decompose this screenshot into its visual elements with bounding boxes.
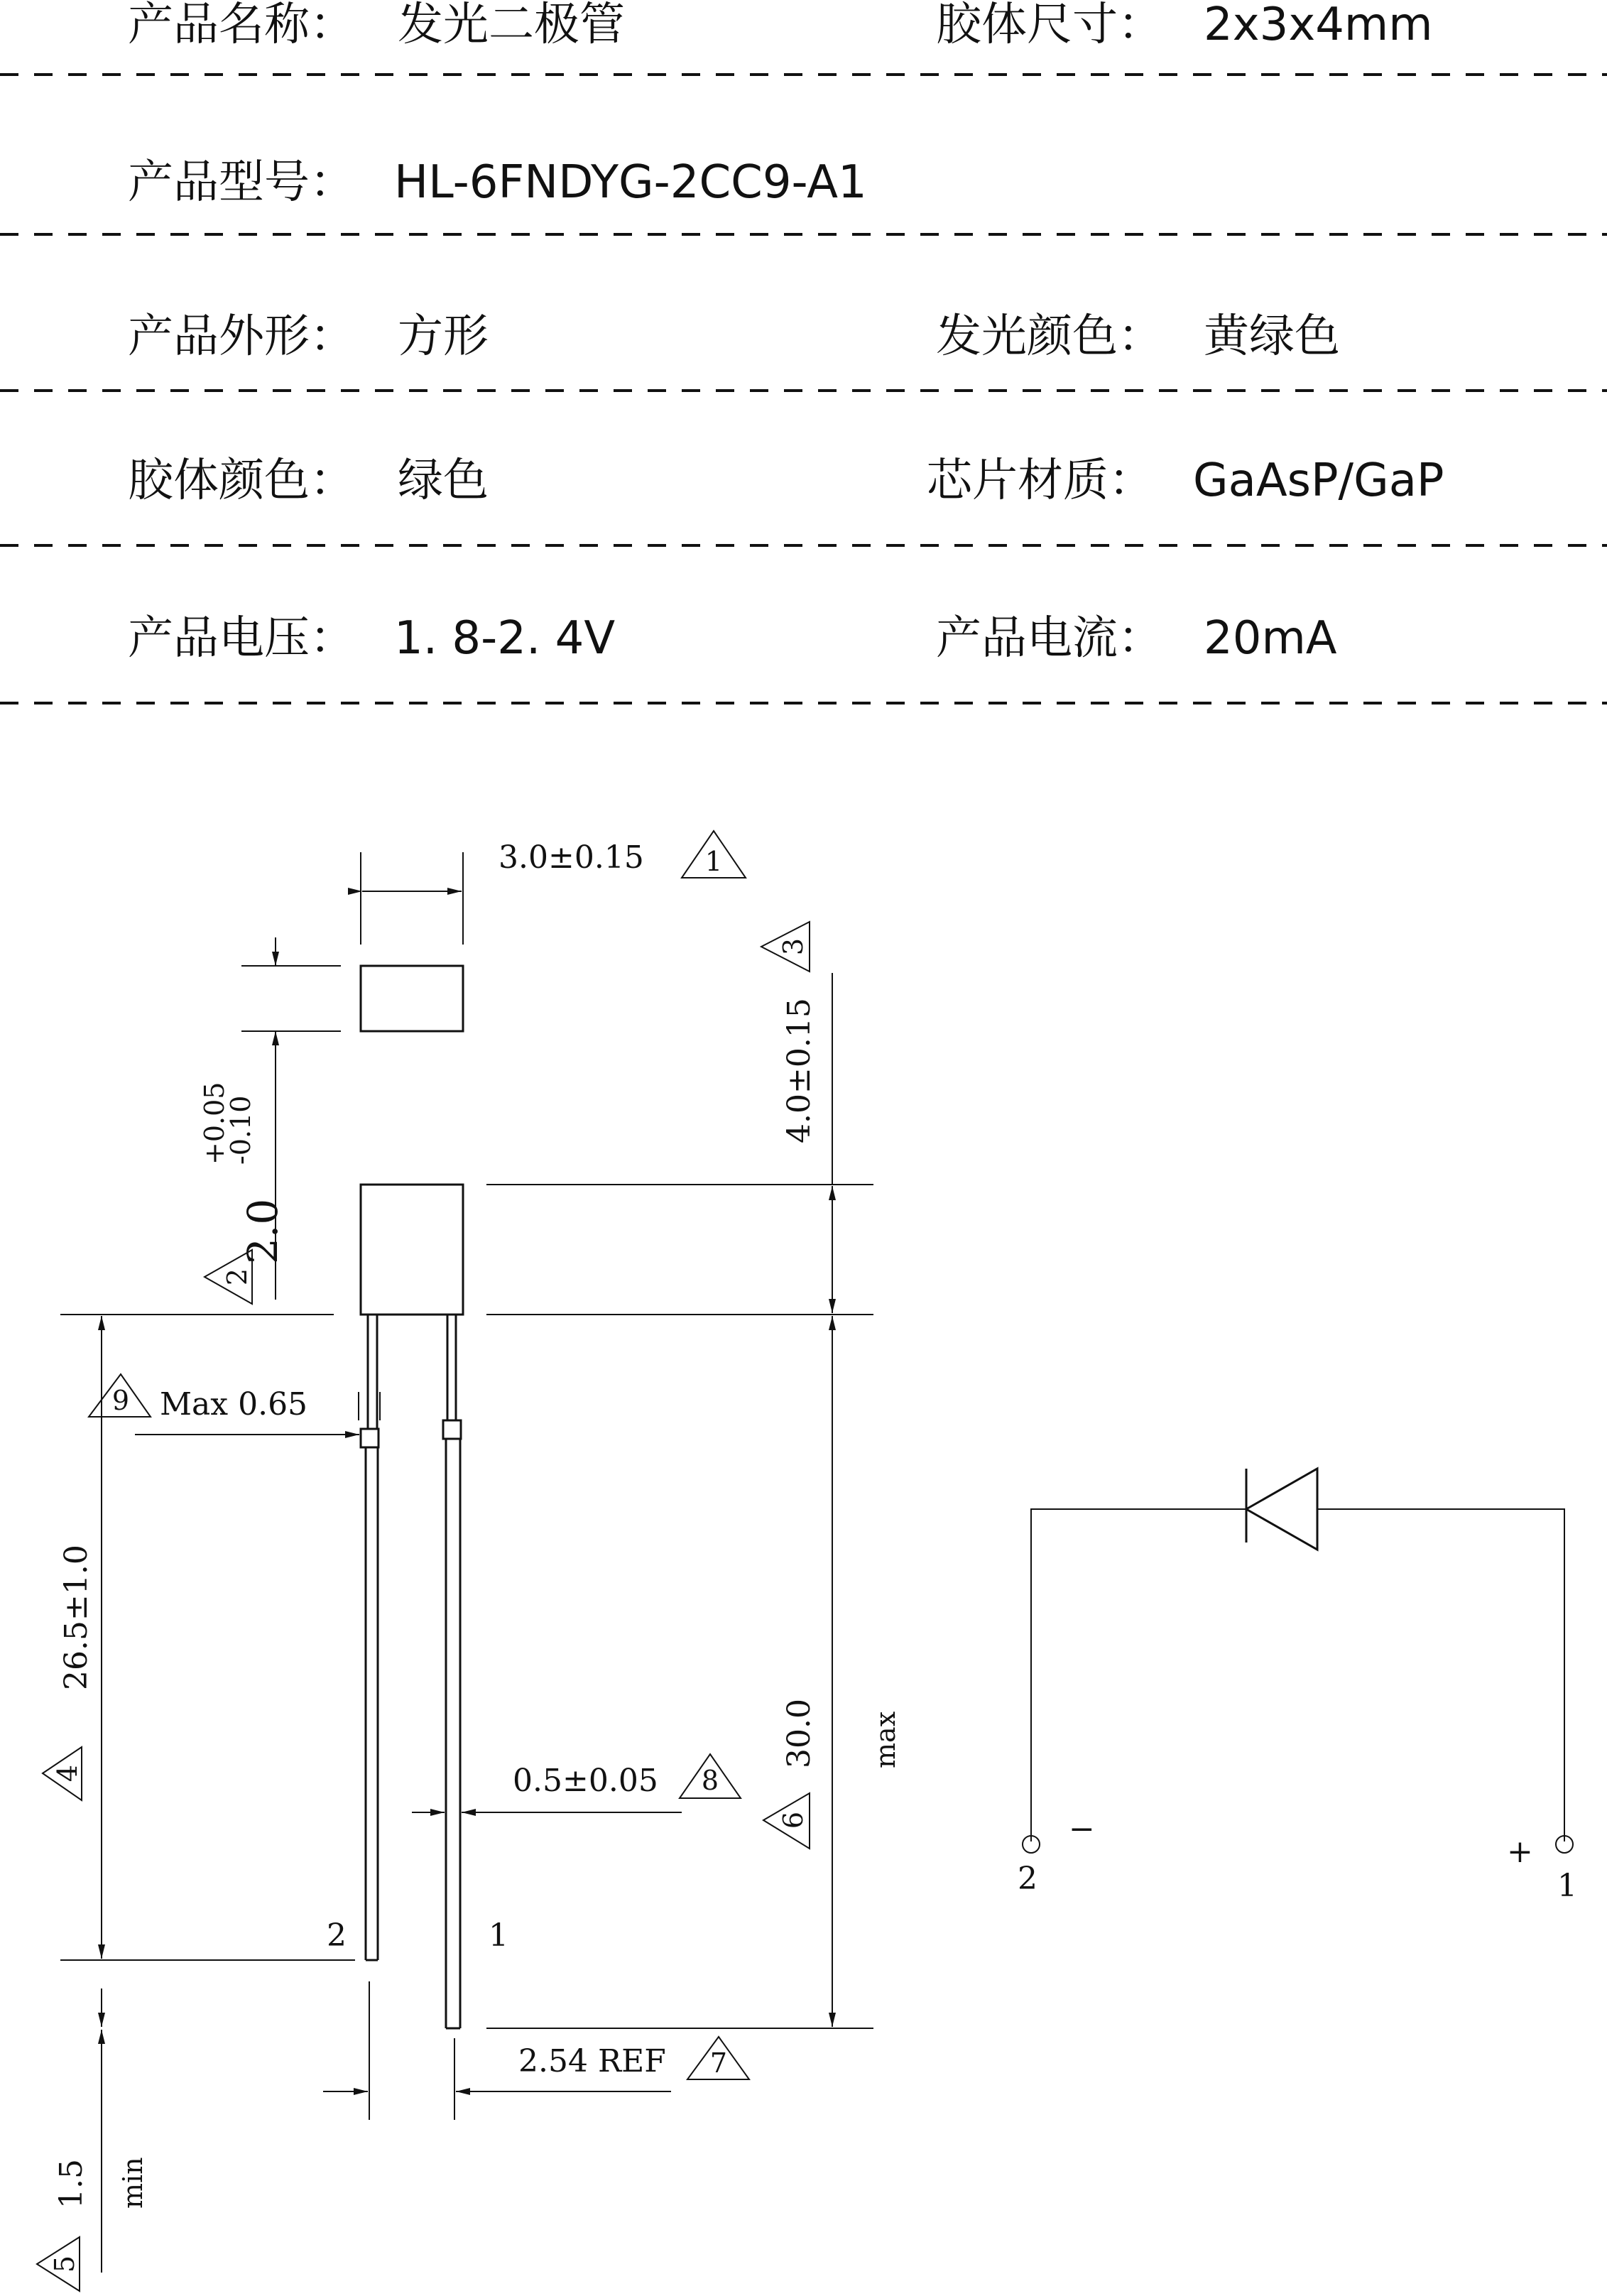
depth-dim-main: 2.0	[239, 1198, 287, 1264]
lead-pin-1	[443, 1315, 461, 2028]
svg-text:7: 7	[709, 2047, 728, 2079]
name-label: 产品名称：	[128, 0, 355, 51]
chip-value: GaAsP/GaP	[1193, 455, 1444, 507]
model-label: 产品型号：	[128, 156, 355, 209]
callout-3	[761, 922, 810, 972]
current-value: 20mA	[1204, 612, 1337, 665]
svg-text:2: 2	[222, 1268, 253, 1286]
plus-sign: +	[1507, 1834, 1533, 1870]
pin-label-right: 1	[489, 1917, 508, 1954]
callout-6	[763, 1793, 810, 1849]
size-label: 胶体尺寸：	[936, 0, 1163, 51]
lead-total-dim-text: 30.0	[781, 1699, 817, 1768]
lead-pin-2	[361, 1315, 378, 1960]
svg-text:9: 9	[111, 1385, 130, 1416]
callout-9	[89, 1374, 151, 1417]
diode-icon	[1246, 1469, 1317, 1550]
mechanical-drawing	[37, 831, 901, 2291]
emit-color-value: 黄绿色	[1204, 310, 1340, 363]
depth-tol-minus: -0.10	[225, 1095, 256, 1165]
shape-value: 方形	[398, 310, 489, 363]
standoff-dim-text: Max 0.65	[160, 1386, 308, 1422]
size-value: 2x3x4mm	[1204, 0, 1433, 51]
depth-tol-plus: +0.05	[199, 1082, 230, 1165]
svg-text:5: 5	[49, 2255, 80, 2273]
emit-color-label: 发光颜色：	[936, 310, 1163, 363]
minus-sign: −	[1069, 1811, 1095, 1847]
svg-text:1: 1	[704, 846, 723, 877]
lead-total-suffix: max	[870, 1711, 901, 1768]
pin-label-left: 2	[327, 1917, 347, 1954]
height-dim-text: 4.0±0.15	[781, 998, 817, 1143]
spec-table	[0, 0, 1607, 703]
shape-label: 产品外形：	[128, 310, 355, 363]
schematic-wire-left	[1031, 1509, 1246, 1841]
callout-1	[682, 831, 746, 878]
svg-text:3: 3	[778, 937, 809, 956]
svg-text:6: 6	[778, 1811, 809, 1829]
svg-text:4: 4	[52, 1764, 83, 1783]
body-color-value: 绿色	[398, 455, 489, 507]
min-suffix: min	[117, 2157, 148, 2209]
diode-schematic	[1018, 1469, 1577, 1904]
callout-7	[687, 2037, 749, 2079]
chip-label: 芯片材质：	[927, 455, 1154, 507]
anode-pin-label: 1	[1557, 1868, 1577, 1904]
svg-text:8: 8	[701, 1765, 719, 1796]
callout-8	[680, 1754, 741, 1798]
body-color-label: 胶体颜色：	[128, 455, 355, 507]
name-value: 发光二极管	[398, 0, 625, 51]
top-view-body	[361, 966, 463, 1031]
min-dim-text: 1.5	[53, 2159, 89, 2209]
pitch-dim-text: 2.54 REF	[518, 2043, 666, 2079]
callout-5	[37, 2237, 80, 2291]
model-value: HL-6FNDYG-2CC9-A1	[394, 156, 867, 209]
voltage-value: 1. 8-2. 4V	[394, 612, 616, 665]
lead-short-dim-text: 26.5±1.0	[58, 1545, 94, 1690]
lead-width-dim-text: 0.5±0.05	[513, 1763, 658, 1799]
voltage-label: 产品电压：	[128, 612, 355, 665]
current-label: 产品电流：	[936, 612, 1163, 665]
led-body	[361, 1185, 463, 1315]
schematic-wire-right	[1317, 1509, 1564, 1841]
callout-4	[43, 1747, 83, 1800]
width-dim-text: 3.0±0.15	[499, 839, 644, 876]
cathode-pin-label: 2	[1018, 1861, 1037, 1897]
